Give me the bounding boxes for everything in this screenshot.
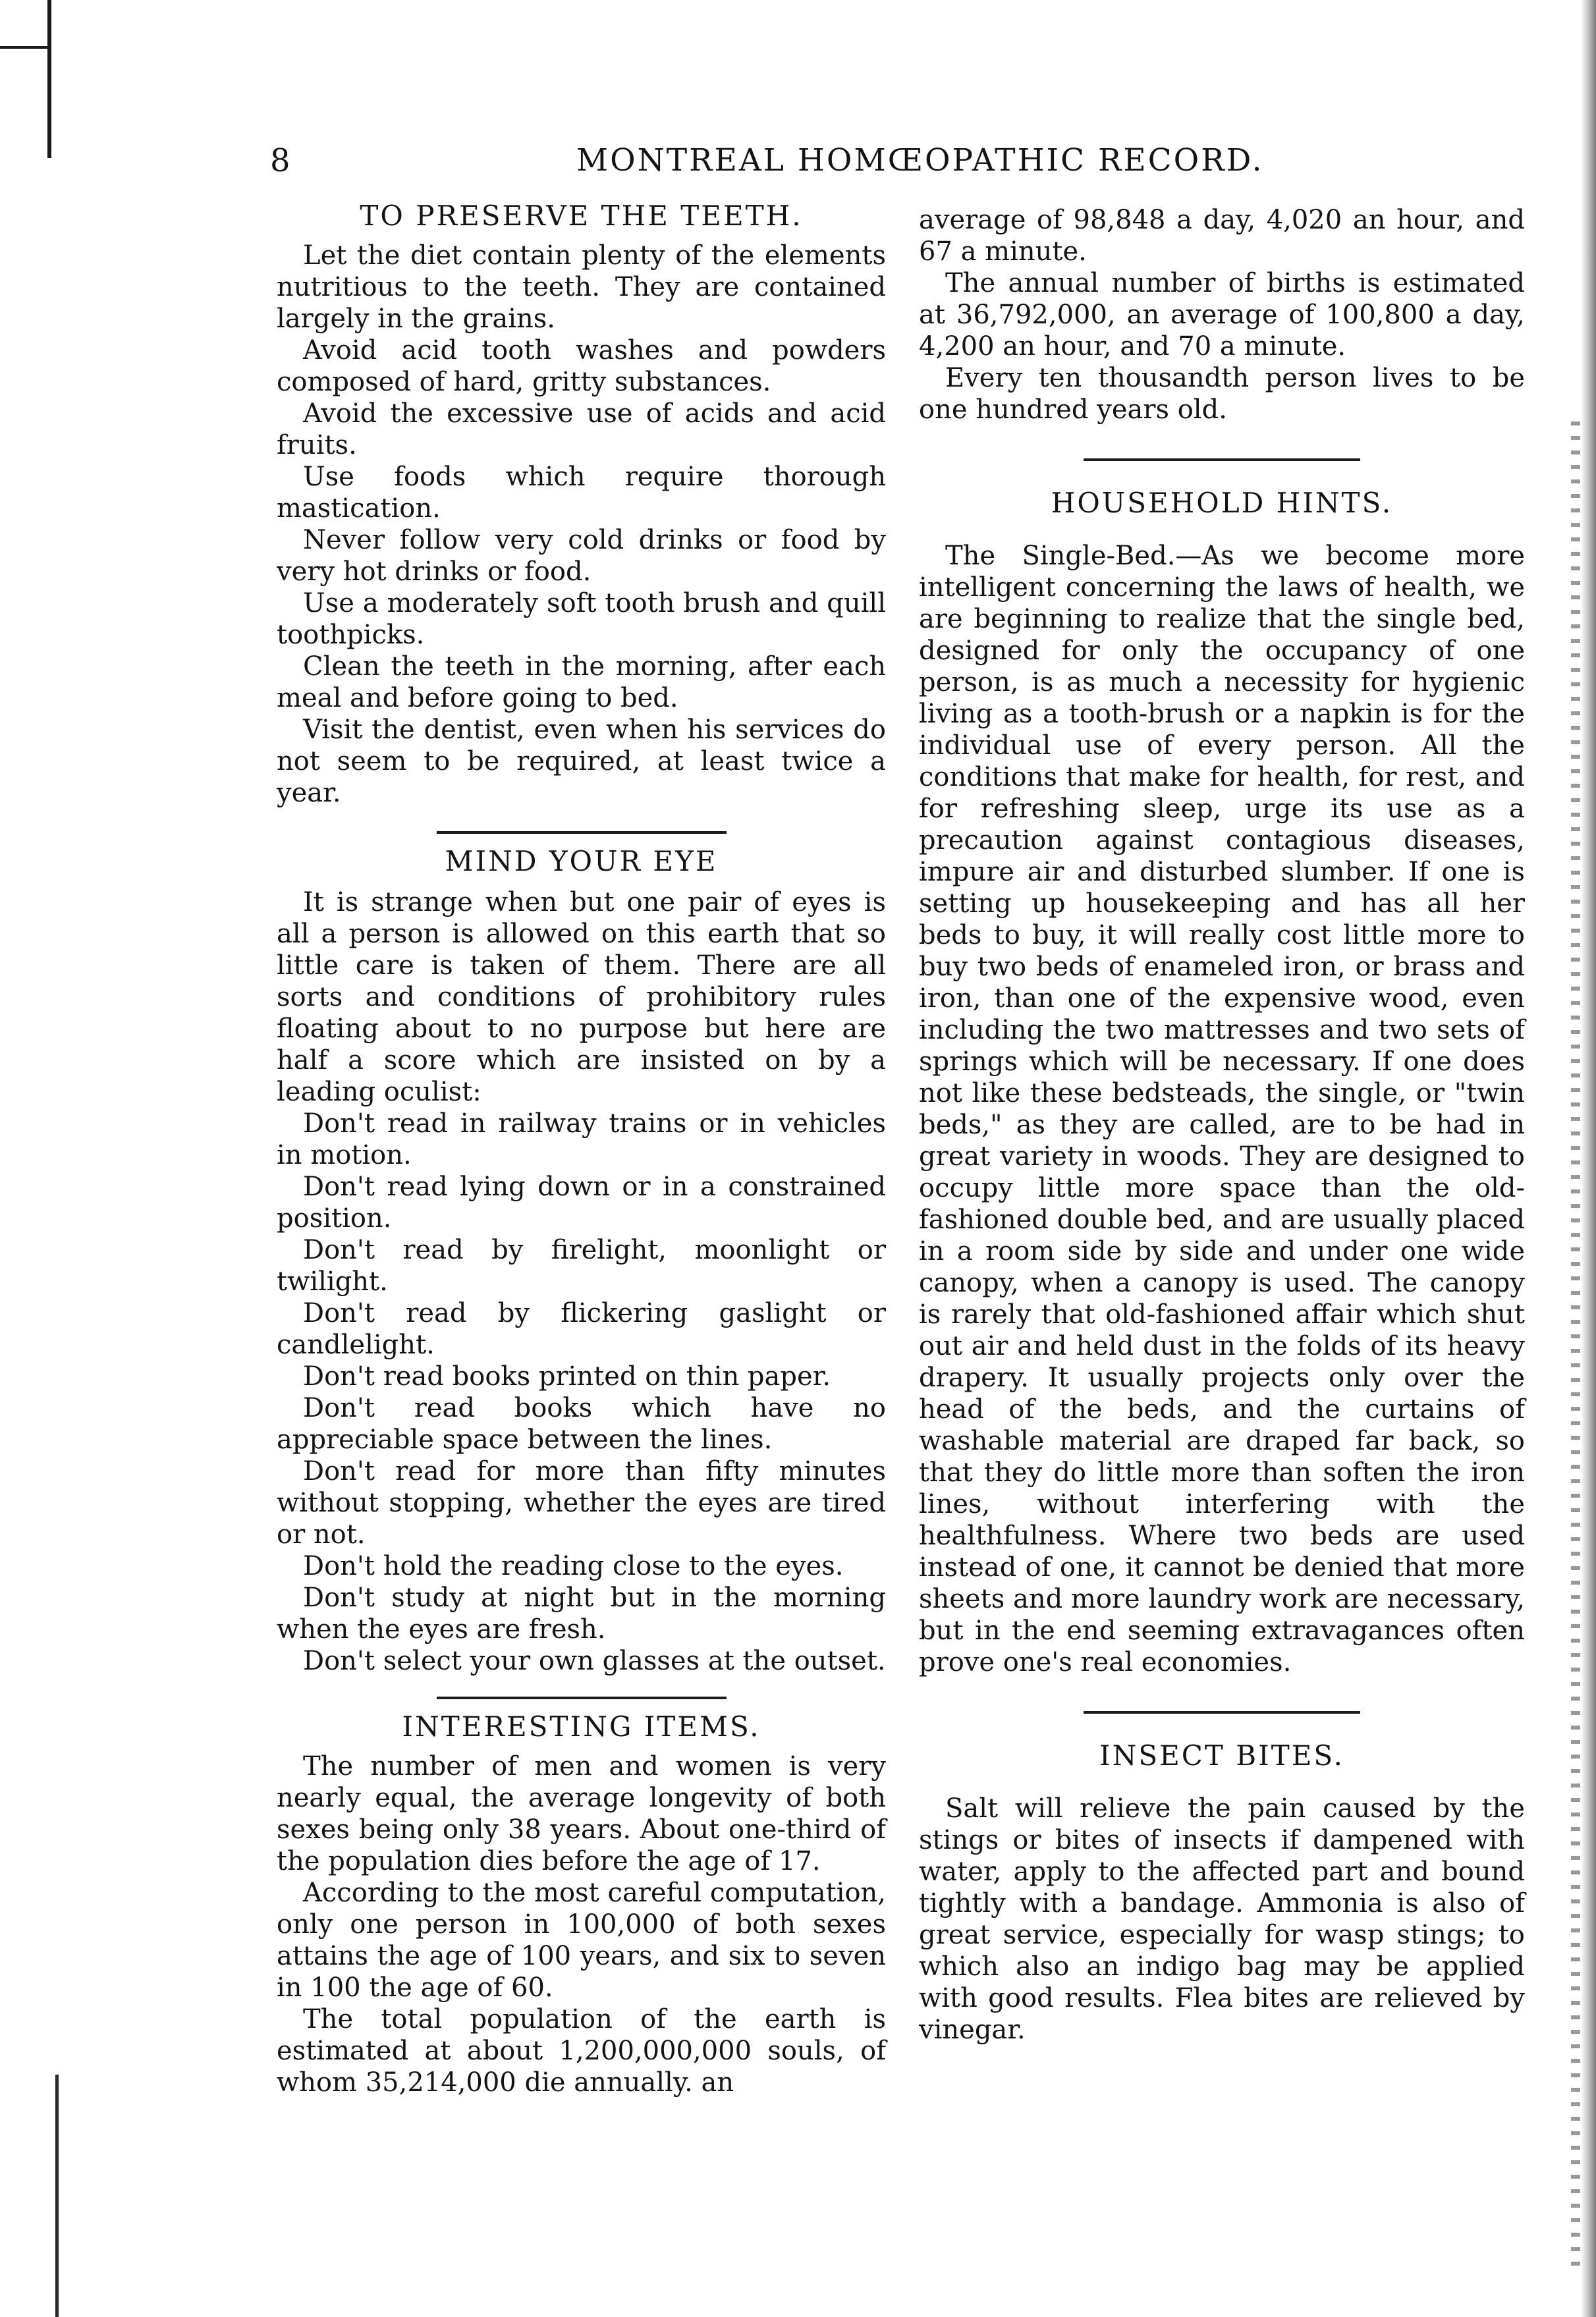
section-heading-insect: INSECT BITES. — [1099, 1739, 1345, 1772]
scan-edge-shadow — [1581, 0, 1596, 2317]
interesting-paragraph: According to the most careful computation, only one person in 100,000 of both sexes attains the age of 100 years, and six to seven in 100 the age of 60. — [277, 1878, 886, 2003]
eye-paragraph: Don't select your own glasses at the outset. — [303, 1646, 886, 1676]
eye-paragraph: Don't read for more than fifty minutes without stopping, whether the eyes are tired or not. — [277, 1456, 886, 1550]
interesting-paragraph: The total population of the earth is estimated at about 1,200,000,000 souls, of whom 35,214,000 die annually. an — [277, 2004, 886, 2098]
teeth-paragraph: Avoid the excessive use of acids and acid fruits. — [277, 398, 886, 460]
teeth-paragraph: Visit the dentist, even when his services do not seem to be required, at least twice a year. — [277, 715, 886, 808]
teeth-paragraph: Clean the teeth in the morning, after each meal and before going to bed. — [277, 651, 886, 713]
scan-edge-noise — [1571, 422, 1580, 2266]
right-column — [919, 204, 1525, 2046]
scan-edge-mark — [47, 0, 51, 158]
eye-paragraph: Don't read books which have no appreciable space between the lines. — [277, 1393, 886, 1455]
section-heading-eye: MIND YOUR EYE — [445, 845, 718, 877]
teeth-paragraph: Use foods which require thorough mastication. — [277, 462, 886, 524]
section-divider — [1084, 1711, 1360, 1714]
teeth-paragraph: Let the diet contain plenty of the elements nutritious to the teeth. They are contained largely in the grains. — [277, 240, 886, 334]
eye-paragraph: Don't hold the reading close to the eyes. — [303, 1551, 844, 1581]
section-divider — [437, 1697, 727, 1699]
section-heading-interesting: INTERESTING ITEMS. — [402, 1710, 761, 1743]
teeth-paragraph: Never follow very cold drinks or food by very hot drinks or food. — [277, 525, 886, 587]
continued-paragraph: Every ten thousandth person lives to be one hundred years old. — [919, 363, 1525, 425]
section-heading-teeth: TO PRESERVE THE TEETH. — [360, 200, 803, 232]
left-column — [277, 198, 886, 2098]
eye-paragraph: Don't read lying down or in a constrained position. — [277, 1172, 886, 1234]
teeth-paragraph: Avoid acid tooth washes and powders composed of hard, gritty substances. — [277, 335, 886, 397]
interesting-paragraph: The number of men and women is very nearly equal, the average longevity of both sexes being only 38 years. About one-third of the population dies before the age of 17. — [277, 1751, 886, 1876]
eye-paragraph: Don't read books printed on thin paper. — [303, 1361, 831, 1392]
continued-paragraph: average of 98,848 a day, 4,020 an hour, and 67 a minute. — [919, 205, 1525, 267]
section-heading-household: HOUSEHOLD HINTS. — [1051, 487, 1393, 519]
scan-edge-mark — [55, 2075, 59, 2317]
eye-paragraph: Don't read by firelight, moonlight or twilight. — [277, 1235, 886, 1297]
eye-paragraph: Don't read by flickering gaslight or candlelight. — [277, 1298, 886, 1360]
running-title: MONTREAL HOMŒOPATHIC RECORD. — [576, 142, 1264, 178]
eye-paragraph: Don't study at night but in the morning when the eyes are fresh. — [277, 1583, 886, 1645]
insect-paragraph: Salt will relieve the pain caused by the stings or bites of insects if dampened with water, apply to the affected part and bound tightly with a bandage. Ammonia is also of great service, especially for wasp stings; to which also an indigo bag may be applied with good results. Flea bites are relieved by vinegar. — [919, 1793, 1525, 2045]
eye-paragraph: Don't read in railway trains or in vehicles in motion. — [277, 1108, 886, 1170]
teeth-paragraph: Use a moderately soft tooth brush and quill toothpicks. — [277, 588, 886, 650]
continued-paragraph: The annual number of births is estimated at 36,792,000, an average of 100,800 a day, 4,200 an hour, and 70 a minute. — [919, 268, 1525, 362]
section-divider — [437, 831, 727, 834]
eye-paragraph: It is strange when but one pair of eyes is all a person is allowed on this earth that so little care is taken of them. There are all sorts and conditions of prohibitory rules floating about to no purpose but here are half a score which are insisted on by a leading oculist: — [277, 887, 886, 1107]
section-divider — [1084, 458, 1360, 461]
scan-edge-mark — [0, 46, 49, 49]
page-number: 8 — [270, 142, 290, 179]
household-paragraph: The Single-Bed.—As we become more intelligent concerning the laws of health, we are beginning to realize that the single bed, designed for only the occupancy of one person, is as much a necessity for hygienic living as a tooth-brush or a napkin is for the individual use of every person. All the conditions that make for health, for rest, and for refreshing sleep, urge its use as a precaution against contagious diseases, impure air and disturbed slumber. If one is setting up housekeeping and has all her beds to buy, it will really cost little more to buy two beds of enameled iron, or brass and iron, than one of the expensive wood, even including the two mattresses and two sets of springs which will be necessary. If one does not like these bedsteads, the single, or "twin beds," as they are called, are to be had in great variety in woods. They are designed to occupy little more space than the old-fashioned double bed, and are usually placed in a room side by side and under one wide canopy, when a canopy is used. The canopy is rarely that old-fashioned affair which shut out air and held dust in the folds of its heavy drapery. It usually projects only over the head of the beds, and the curtains of washable material are draped far back, so that they do little more than soften the iron lines, without interfering with the healthfulness. Where two beds are used instead of one, it cannot be denied that more sheets and more laundry work are necessary, but in the end seeming extravagances often prove one's real economies. — [919, 541, 1525, 1677]
